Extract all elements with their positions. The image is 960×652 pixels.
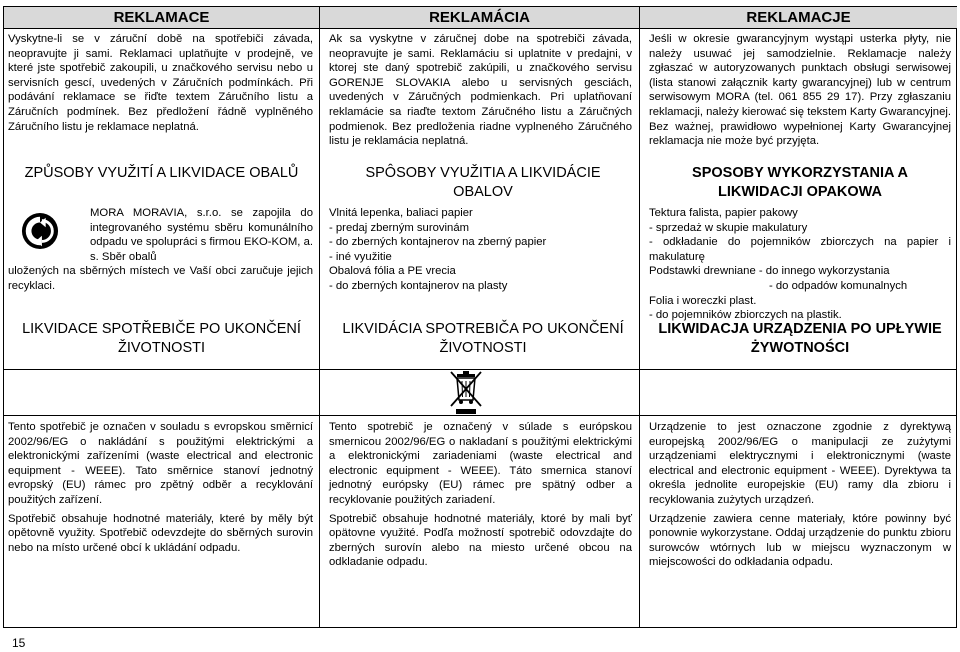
crossed-out-wheelie-bin-icon bbox=[448, 368, 484, 416]
disposal-cz bbox=[8, 420, 313, 555]
list-item: - sprzedaż w skupie makulatury bbox=[649, 221, 808, 234]
list-item: Tektura falista, papier pakowy bbox=[649, 207, 798, 219]
packaging-title-pl: SPOSOBY WYKORZYSTANIA A LIKWIDACJI OPAKOWA bbox=[692, 165, 908, 200]
list-item: - predaj zberným surovinám bbox=[329, 221, 470, 234]
packaging-sk-list bbox=[329, 206, 632, 294]
disposal-title-pl: LIKWIDACJA URZĄDZENIA PO UPŁYWIE ŻYWOTNOŚCI bbox=[658, 321, 942, 356]
green-dot-recycling-icon bbox=[21, 212, 59, 250]
list-item: - do zberných kontajnerov na zberný papier bbox=[329, 236, 547, 249]
list-item: - do pojemników zbiorczych na plastik. bbox=[649, 309, 842, 322]
disposal-sk-p2: Spotrebič obsahuje hodnotné materiály, ktoré by mali byť opätovne využité. Podľa možností spotrebič odovzdajte do zberných surovín alebo na miesto určené obcou na odkladanie odpadu. bbox=[329, 512, 632, 569]
list-item: - do odpadów komunalnych bbox=[769, 279, 908, 292]
complaints-cz: Vyskytne-li se v záruční době na spotřebiči závada, neopravujte ji sami. Reklamaci uplatňujte v prodejně, ve které jste spotřebič zakoupili, u značkového servisu nebo u servisních gescí, uvedených v Záručních podmínkách. Při podávání reklamace se řiďte textem Záručního listu a Záručních podmínek. Bez předložení řádně vyplněného Záručního listu je reklamace neplatná. bbox=[8, 33, 313, 133]
list-item: Obalová fólia a PE vrecia bbox=[329, 265, 456, 278]
disposal-pl-p1: Urządzenie to jest oznaczone zgodnie z dyrektywą europejską 2002/96/EG o manipulacji ze zużytymi urządzeniami elektrycznymi i elektronicznymi (waste electrical and electronic equipment - WEEE). Dyrektywa ta określa jednolite europejskie (EU) ramy dla zbioru i recyklowania zużytych urządzeń. bbox=[649, 421, 951, 506]
list-item: - do zberných kontajnerov na plasty bbox=[329, 279, 508, 292]
list-item: - iné využitie bbox=[329, 250, 392, 263]
document-table bbox=[3, 6, 957, 628]
packaging-cz-top: MORA MORAVIA, s.r.o. se zapojila do integrovaného systému sběru komunálního odpadu ve spolupráci s firmou EKO-KOM, a. s. Sběr obalů bbox=[90, 207, 313, 263]
disposal-cz-p1: Tento spotřebič je označen v souladu s evropskou směrnicí 2002/96/EG o nakládání s použitými elektrickými a elektronickými zařízeními (waste electrical and electronic equipment - WEEE). Tato směrnice stanoví jednotný evropský (EU) rámec pro zpětný odběr a recyklování použitých zařízení. bbox=[8, 421, 313, 506]
disposal-cz-p2: Spotřebič obsahuje hodnotné materiály, které by měly být opětovně využity. Spotřebič odevzdejte do sběrných surovin nebo na místo určené obcí k ukládání odpadu. bbox=[8, 512, 313, 554]
packaging-title-sk: SPÔSOBY VYUŽITIA A LIKVIDÁCIE OBALOV bbox=[365, 165, 601, 200]
packaging-cz-bottom: uložených na sběrných místech ve Vaší obci zaručuje jejich recyklaci. bbox=[8, 265, 313, 292]
page-number: 15 bbox=[12, 636, 26, 650]
complaints-pl: Jeśli w okresie gwarancyjnym wystąpi usterka płyty, nie należy usuwać jej samodzielnie. Reklamacje należy zgłaszać w autoryzowanych punktach obsługi serwisowej (lista stanowi załącznik karty gwarancyjnej) lub w centrum serwisowym MORA (tel. 061 855 29 17). Przy zgłaszaniu reklamacji, należy kierować się tekstem Karty Gwarancyjnej. Bez ważnej, prawidłowo wypełnionej Karty Gwarancyjnej reklamacja nie może być przyjęta. bbox=[649, 33, 951, 148]
disposal-sk bbox=[329, 420, 632, 570]
list-item: - odkładanie do pojemników zbiorczych na papier i makulaturę bbox=[649, 236, 951, 263]
disposal-sk-p1: Tento spotrebič je označený v súlade s európskou smernicou 2002/96/EG o nakladaní s použitými elektrickými a elektronickými zariadeniami (waste electrical and electronic equipment - WEEE). Táto smernica stanoví jednotný európsky (EU) rámec pre spätný odber a recyklovanie použitých zariadení. bbox=[329, 421, 632, 506]
header-pl: REKLAMACJE bbox=[640, 7, 957, 29]
list-item: Folia i woreczki plast. bbox=[649, 294, 757, 307]
header-sk: REKLAMÁCIA bbox=[320, 7, 639, 29]
disposal-title-sk: LIKVIDÁCIA SPOTREBIČA PO UKONČENÍ ŽIVOTNOSTI bbox=[342, 321, 624, 356]
packaging-pl-list bbox=[649, 206, 951, 323]
disposal-pl bbox=[649, 420, 951, 570]
column-divider bbox=[639, 7, 640, 627]
disposal-title-cz: LIKVIDACE SPOTŘEBIČE PO UKONČENÍ ŽIVOTNOSTI bbox=[22, 321, 301, 356]
complaints-sk: Ak sa vyskytne v záručnej dobe na spotrebiči závada, neopravujte je sami. Reklamáciu si uplatnite v predajni, v ktorej ste daný spotrebič zakúpili, u značkového servisu GORENJE SLOVAKIA alebo u servisných gesciách, uvedených v Záručných podmienkach. Pri uplatňovaní reklamácie sa riaďte textom Záručného listu a Záručných podmienok. Bez predloženia riadne vyplneného Záručného listu je reklamácia neplatná. bbox=[329, 33, 632, 148]
packaging-title-cz: ZPŮSOBY VYUŽITÍ A LIKVIDACE OBALŮ bbox=[24, 165, 299, 181]
disposal-pl-p2: Urządzenie zawiera cenne materiały, które powinny być ponownie wykorzystane. Oddaj urządzenie do punktu zbioru surowców wtórnych lub w miejscu wyznaczonym w miejscowości do odkładania odpadu. bbox=[649, 512, 951, 569]
list-item: Podstawki drewniane - do innego wykorzystania bbox=[649, 265, 890, 278]
column-divider bbox=[319, 7, 320, 627]
list-item: Vlnitá lepenka, baliaci papier bbox=[329, 207, 473, 219]
header-cz: REKLAMACE bbox=[4, 7, 319, 29]
